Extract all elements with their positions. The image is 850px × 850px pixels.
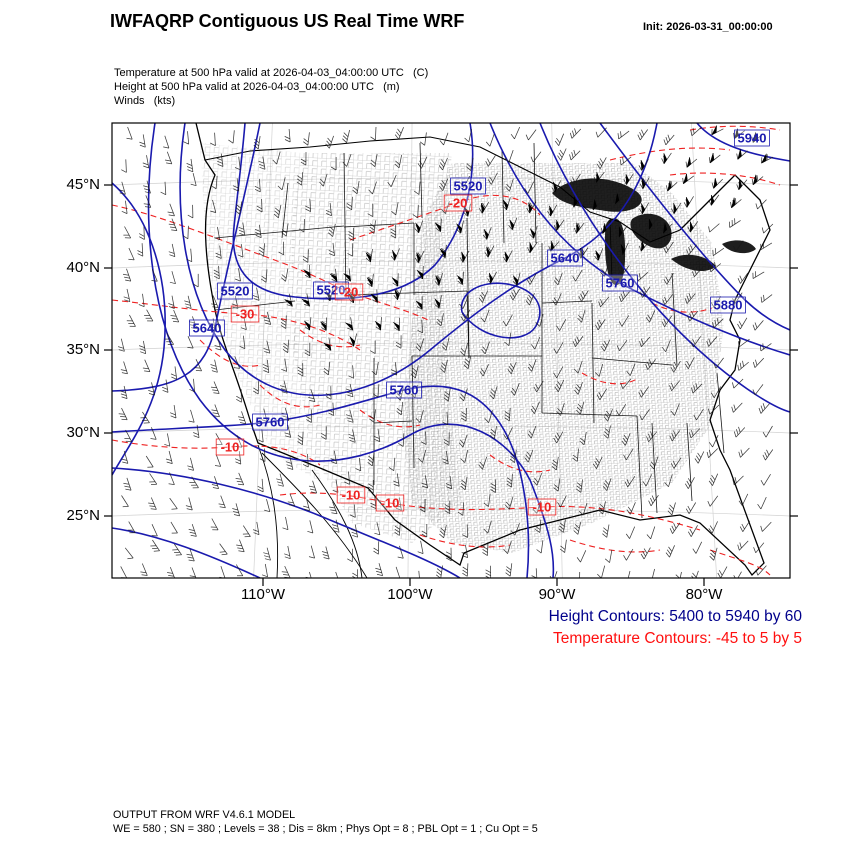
temperature-contour-label [444,195,472,211]
weather-map [101,112,801,591]
svg-text:5940: 5940 [737,130,767,146]
page-title: IWFAQRP Contiguous US Real Time WRF [110,11,465,31]
temperature-contour-label [528,499,556,515]
height-contour-label [711,297,746,313]
svg-text:-20: -20 [448,195,468,211]
svg-text:5640: 5640 [192,320,222,336]
lat-axis-label: 40°N [66,259,100,276]
svg-text:-10: -10 [220,439,240,455]
svg-text:5520: 5520 [453,178,483,194]
svg-text:5760: 5760 [389,382,419,398]
lon-axis-label: 100°W [387,586,433,603]
svg-text:-30: -30 [235,306,255,322]
svg-text:-20: -20 [339,284,359,300]
temperature-contour-label [376,495,404,511]
lat-axis-label: 45°N [66,176,100,193]
svg-text:5760: 5760 [605,275,635,291]
map-canvas [101,112,801,591]
footer-line-model: OUTPUT FROM WRF V4.6.1 MODEL [113,809,296,821]
lat-axis-label: 30°N [66,424,100,441]
svg-text:5880: 5880 [713,297,743,313]
footer-line-namelist: WE = 580 ; SN = 380 ; Levels = 38 ; Dis = 8km ; Phys Opt = 8 ; PBL Opt = 1 ; Cu Opt = 5 [113,822,538,835]
legend-height-contours: Height Contours: 5400 to 5940 by 60 [548,608,802,625]
contour-legend [549,606,802,650]
init-timestamp: Init: 2026-03-31_00:00:00 [643,21,773,33]
temperature-contour-label [337,487,365,503]
height-contour-label [387,382,422,398]
height-contour-label [548,250,583,266]
svg-text:-10: -10 [341,487,361,503]
field-info-line-winds: Winds (kts) [114,95,176,107]
height-contour-label [451,178,486,194]
lat-axis-label: 35°N [66,341,100,358]
height-contour-label [735,130,770,146]
footer-model-info [113,809,538,836]
temperature-contour-label [216,439,244,455]
lat-axis-label: 25°N [66,507,100,524]
lon-axis-label: 110°W [240,586,286,603]
temperature-contour-label [231,306,259,322]
lon-axis-label: 90°W [538,586,576,603]
field-info-block [114,66,428,108]
lon-axis-label: 80°W [685,586,723,603]
temperature-contour-label [335,284,363,300]
height-contour-label [190,320,225,336]
svg-text:5640: 5640 [550,250,580,266]
height-contour-label [253,414,288,430]
height-contour-label [218,283,253,299]
legend-temperature-contours: Temperature Contours: -45 to 5 by 5 [553,630,802,647]
svg-text:-10: -10 [380,495,400,511]
height-contour-label [603,275,638,291]
svg-text:5760: 5760 [255,414,285,430]
svg-text:5520: 5520 [220,283,250,299]
svg-text:-10: -10 [532,499,552,515]
field-info-line-height: Height at 500 hPa valid at 2026-04-03_04:00:00 UTC (m) [114,81,400,93]
svg-text:5520: 5520 [316,282,346,298]
field-info-line-temperature: Temperature at 500 hPa valid at 2026-04-03_04:00:00 UTC (C) [114,67,429,79]
